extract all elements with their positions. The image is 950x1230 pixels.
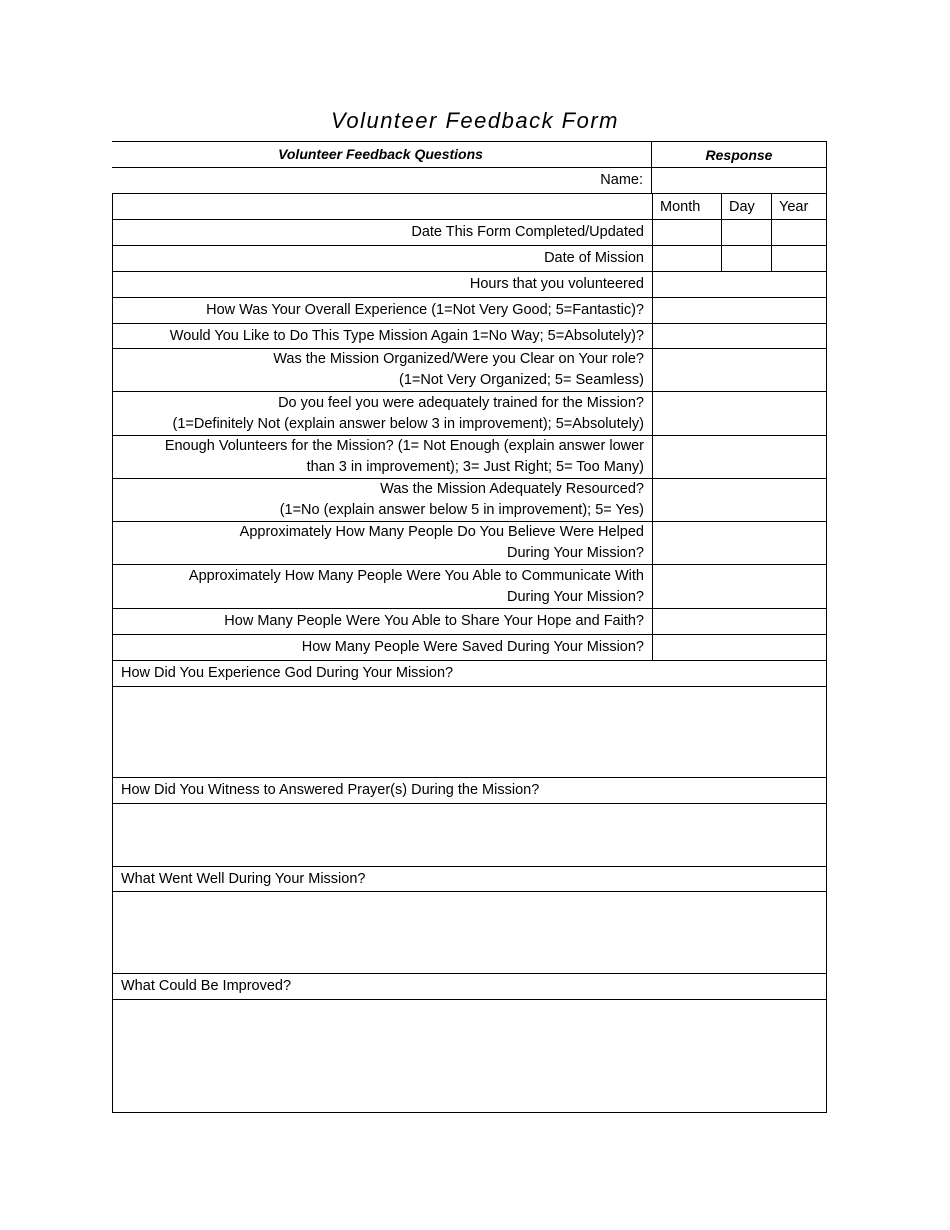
response-input[interactable] [653,324,827,348]
response-input[interactable] [653,522,827,564]
question-label: How Many People Were You Able to Share Your Hope and Faith? [113,609,653,634]
question-label: Approximately How Many People Do You Believe Were Helped During Your Mission? [113,522,653,564]
question-row [112,522,827,565]
question-label: Do you feel you were adequately trained for the Mission? (1=Definitely Not (explain answer below 3 in improvement); 5=Absolutely) [113,392,653,435]
month-input[interactable] [653,246,722,271]
response-input[interactable] [653,436,827,478]
question-row [112,298,827,324]
response-input[interactable] [653,272,827,297]
name-label: Name: [112,168,652,193]
open-question-improved-label: What Could Be Improved? [112,974,827,1000]
date-completed-row [112,220,827,246]
response-input[interactable] [653,609,827,634]
open-question-well-label: What Went Well During Your Mission? [112,867,827,892]
year-input[interactable] [772,246,826,271]
question-label: Date This Form Completed/Updated [113,220,653,245]
question-label: Was the Mission Organized/Were you Clear on Your role? (1=Not Very Organized; 5= Seamless) [113,349,653,391]
response-input[interactable] [653,392,827,435]
open-answer-well-input[interactable] [112,892,827,974]
question-label: Was the Mission Adequately Resourced? (1=No (explain answer below 5 in improvement); 5= Yes) [113,479,653,521]
name-row [112,168,827,194]
question-row [112,609,827,635]
table-header-row [112,141,827,168]
open-answer-improved-input[interactable] [112,1000,827,1113]
question-label: Hours that you volunteered [113,272,653,297]
question-row [112,635,827,661]
question-label: Date of Mission [113,246,653,271]
question-row [112,436,827,479]
response-column-header: Response [652,142,827,167]
form-title: Volunteer Feedback Form [330,108,620,133]
question-row [112,392,827,436]
response-input[interactable] [653,479,827,521]
question-label: Would You Like to Do This Type Mission Again 1=No Way; 5=Absolutely)? [113,324,653,348]
day-input[interactable] [722,220,772,245]
response-input[interactable] [653,635,827,660]
open-question-god-label: How Did You Experience God During Your Mission? [112,661,827,687]
day-column-label: Day [722,194,772,219]
question-row [112,272,827,298]
question-row [112,479,827,522]
question-label: How Was Your Overall Experience (1=Not Very Good; 5=Fantastic)? [113,298,653,323]
response-input[interactable] [653,349,827,391]
date-of-mission-row [112,246,827,272]
question-row [112,565,827,609]
question-label: Approximately How Many People Were You Able to Communicate With During Your Mission? [113,565,653,608]
day-input[interactable] [722,246,772,271]
open-question-prayer-label: How Did You Witness to Answered Prayer(s) During the Mission? [112,778,827,804]
name-input[interactable] [652,168,827,193]
month-input[interactable] [653,220,722,245]
response-input[interactable] [653,298,827,323]
question-row [112,349,827,392]
question-label: How Many People Were Saved During Your Mission? [113,635,653,660]
questions-column-header: Volunteer Feedback Questions [112,142,652,167]
date-columns-row [112,194,827,220]
open-answer-god-input[interactable] [112,687,827,778]
open-answer-prayer-input[interactable] [112,804,827,867]
feedback-table [112,141,827,1113]
question-label: Enough Volunteers for the Mission? (1= Not Enough (explain answer lower than 3 in improvement); 3= Just Right; 5= Too Many) [113,436,653,478]
year-column-label: Year [779,198,809,215]
month-column-label: Month [653,194,722,219]
year-input[interactable] [772,220,826,245]
question-row [112,324,827,349]
response-input[interactable] [653,565,827,608]
